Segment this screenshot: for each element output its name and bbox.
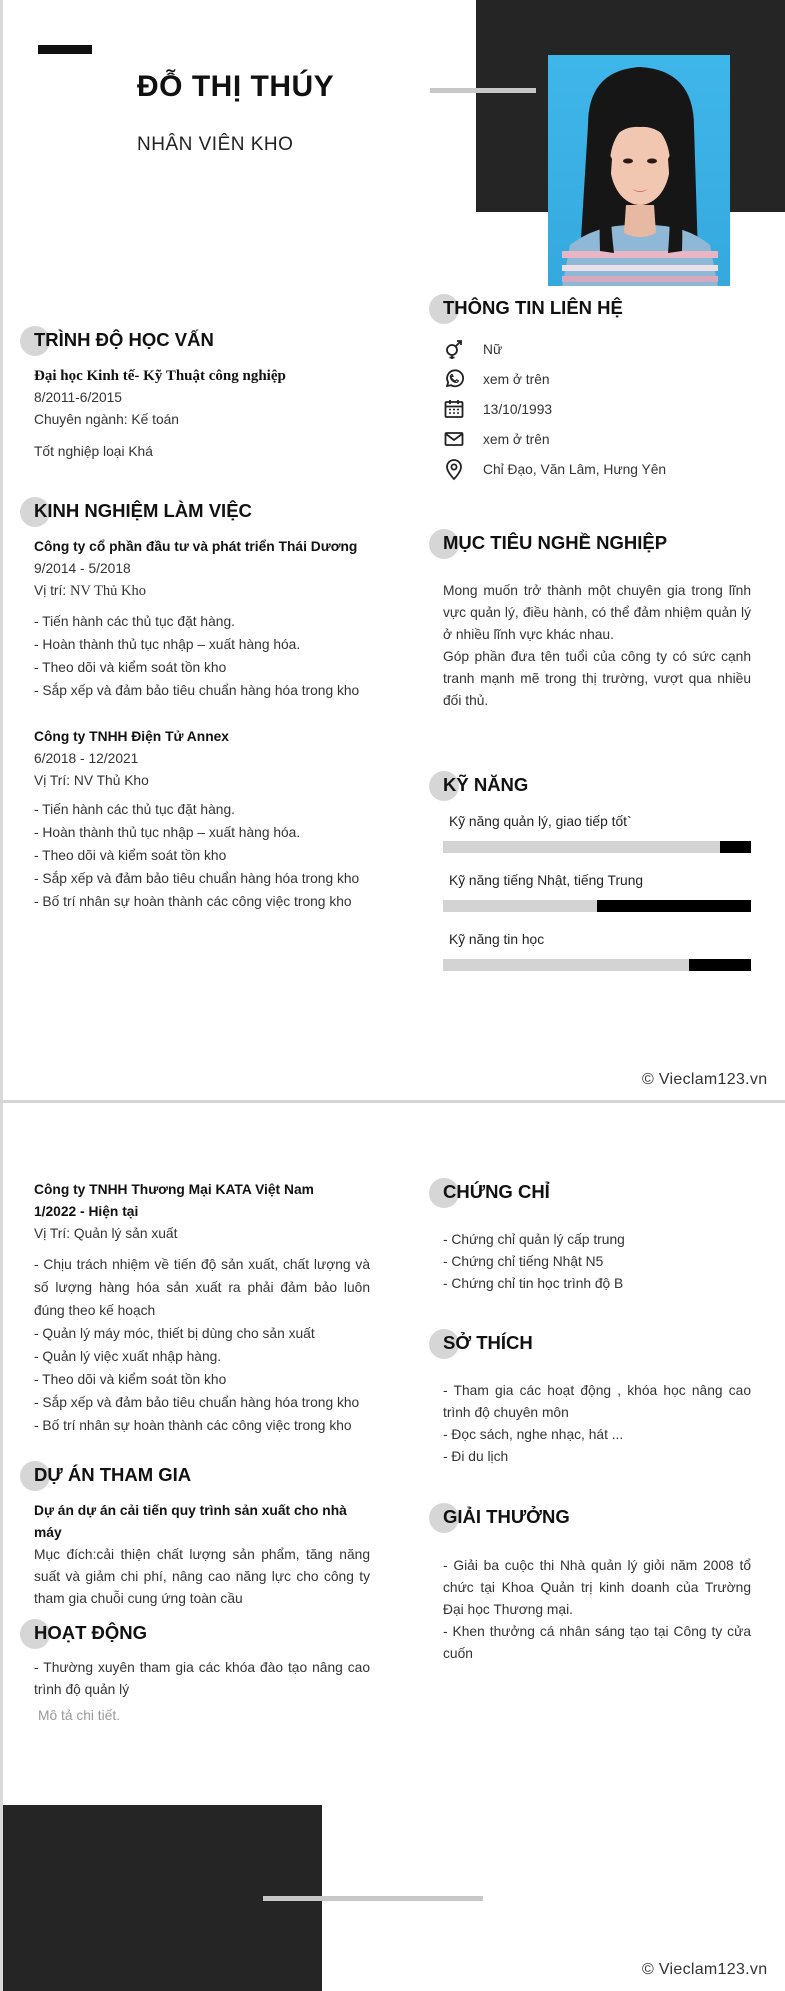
section-title-certificates: CHỨNG CHỈ [443,1181,550,1202]
experience-duty: - Hoàn thành thủ tục nhập – xuất hàng hóa. [34,637,301,652]
contact-birthday: 13/10/1993 [441,394,761,424]
skill-bar-fill [597,900,751,912]
experience-3 [34,1179,370,1437]
experience-duty: - Quản lý máy móc, thiết bị dùng cho sản xuất [34,1326,315,1341]
footer-brand: © Vieclam123.vn [642,1961,768,1978]
project-name: Dự án dự án cải tiến quy trình sản xuất cho nhà máy [34,1503,347,1540]
award-item: - Giải ba cuộc thi Nhà quản lý giỏi năm 2008 tổ chức tại Khoa Quản trị kinh doanh của Trường Đại học Thương mại. [443,1558,751,1617]
experience-duty: - Tiến hành các thủ tục đặt hàng. [34,802,235,817]
certificates-list [443,1229,751,1295]
skill-3 [443,932,751,971]
experience-company: Công ty TNHH Điện Tử Annex [34,729,229,744]
education-school: Đại học Kinh tế- Kỹ Thuật công nghiệp [34,368,286,384]
experience-1 [34,536,370,702]
education-note: Tốt nghiệp loại Khá [34,444,153,459]
section-title-experience: KINH NGHIỆM LÀM VIỆC [34,500,252,521]
contact-address: Chỉ Đạo, Văn Lâm, Hưng Yên [441,454,761,484]
calendar-icon [441,396,467,422]
hobby-item: - Đi du lịch [443,1449,509,1464]
skill-label: Kỹ năng quản lý, giao tiếp tốt` [449,814,632,829]
certificate-item: - Chứng chỉ tin học trình độ B [443,1276,624,1291]
experience-duty: - Sắp xếp và đảm bảo tiêu chuẩn hàng hóa trong kho [34,683,360,698]
experience-duty: - Bố trí nhân sự hoàn thành các công việc trong kho [34,1418,352,1433]
experience-duty: - Sắp xếp và đảm bảo tiêu chuẩn hàng hóa trong kho [34,871,360,886]
hobby-item: - Đọc sách, nghe nhạc, hát ... [443,1427,624,1442]
award-item: - Khen thưởng cá nhân sáng tạo tại Công ty cửa cuốn [443,1624,751,1661]
skill-1 [443,814,751,853]
skill-bar-track [443,900,751,912]
profile-photo [548,55,730,286]
experience-position: Vị Trí: NV Thủ Kho [34,773,149,788]
activities-block [34,1657,370,1727]
experience-company: Công ty TNHH Thương Mại KATA Việt Nam [34,1182,314,1197]
experience-duty: - Quản lý việc xuất nhập hàng. [34,1349,222,1364]
experience-position: Vị trí: NV Thủ Kho [34,583,147,599]
awards-list [443,1555,751,1665]
experience-duty: - Bố trí nhân sự hoàn thành các công việc trong kho [34,894,352,909]
contact-phone: xem ở trên [441,364,761,394]
experience-duty: - Theo dõi và kiểm soát tồn kho [34,660,227,675]
experience-position: Vị Trí: Quản lý sản xuất [34,1226,178,1241]
skill-bar-fill [720,841,751,853]
experience-period: 1/2022 - Hiện tại [34,1204,139,1219]
section-title-activities: HOẠT ĐỘNG [34,1622,148,1643]
experience-duty: - Theo dõi và kiểm soát tồn kho [34,848,227,863]
activity-item: - Thường xuyên tham gia các khóa đào tạo nâng cao trình độ quản lý [34,1660,370,1697]
skill-bar-fill [689,959,751,971]
job-title: NHÂN VIÊN KHO [137,134,294,155]
candidate-name: ĐỖ THỊ THÚY [137,70,335,103]
mail-icon [441,426,467,452]
education-block [34,365,370,463]
project-description: Mục đích:cải thiện chất lượng sản phẩm, tăng năng suất và giảm chi phí, nâng cao năng lực cho công ty tham gia chuỗi cung ứng toàn cầu [34,1547,370,1606]
objective-text: Mong muốn trở thành một chuyên gia trong lĩnh vực quản lý, điều hành, có thể đảm nhiệm quản lý ở nhiều lĩnh vực khác nhau. Góp phần đưa tên tuổi của công ty có sức cạnh tranh mạnh mẽ trong thị trường, vượt qua nhiều đối thủ. [443,583,751,708]
section-title-hobbies: SỞ THÍCH [443,1332,533,1353]
skill-label: Kỹ năng tin học [449,932,545,947]
location-pin-icon [441,456,467,482]
activity-placeholder: Mô tả chi tiết. [38,1708,121,1723]
footer-accent-bar [263,1896,483,1901]
experience-period: 6/2018 - 12/2021 [34,751,139,766]
hobby-item: - Tham gia các hoạt động , khóa học nâng cao trình độ chuyên môn [443,1383,751,1420]
experience-duty: - Chịu trách nhiệm về tiến độ sản xuất, chất lượng và số lượng hàng hóa sản xuất ra phải đảm bảo luôn đúng theo kế hoạch [34,1257,370,1318]
project-block [34,1500,370,1610]
experience-duty: - Sắp xếp và đảm bảo tiêu chuẩn hàng hóa trong kho [34,1395,360,1410]
contact-list [441,334,761,484]
experience-period: 9/2014 - 5/2018 [34,561,131,576]
experience-duty: - Hoàn thành thủ tục nhập – xuất hàng hóa. [34,825,301,840]
header-accent-bar [430,88,536,93]
skill-bar-track [443,959,751,971]
certificate-item: - Chứng chỉ quản lý cấp trung [443,1232,625,1247]
experience-company: Công ty cổ phần đầu tư và phát triển Thái Dương [34,539,358,554]
section-title-skills: KỸ NĂNG [443,774,529,795]
experience-duty: - Tiến hành các thủ tục đặt hàng. [34,614,235,629]
section-title-contact: THÔNG TIN LIÊN HỆ [443,297,623,318]
section-title-objective: MỤC TIÊU NGHỀ NGHIỆP [443,532,668,553]
skill-2 [443,873,751,912]
contact-email: xem ở trên [441,424,761,454]
whatsapp-phone-icon [441,366,467,392]
contact-gender: Nữ [441,334,761,364]
section-title-projects: DỰ ÁN THAM GIA [34,1464,192,1485]
footer-brand: © Vieclam123.vn [642,1071,768,1088]
certificate-item: - Chứng chỉ tiếng Nhật N5 [443,1254,604,1269]
hobbies-list [443,1380,751,1468]
gender-icon [441,336,467,362]
header-dash [38,45,92,54]
section-title-awards: GIẢI THƯỞNG [443,1506,570,1527]
section-title-education: TRÌNH ĐỘ HỌC VẤN [34,329,214,350]
skill-label: Kỹ năng tiếng Nhật, tiếng Trung [449,873,644,888]
skill-bar-track [443,841,751,853]
experience-duty: - Theo dõi và kiểm soát tồn kho [34,1372,227,1387]
experience-2 [34,726,370,913]
education-major: Chuyên ngành: Kế toán [34,412,179,427]
education-period: 8/2011-6/2015 [34,390,122,405]
